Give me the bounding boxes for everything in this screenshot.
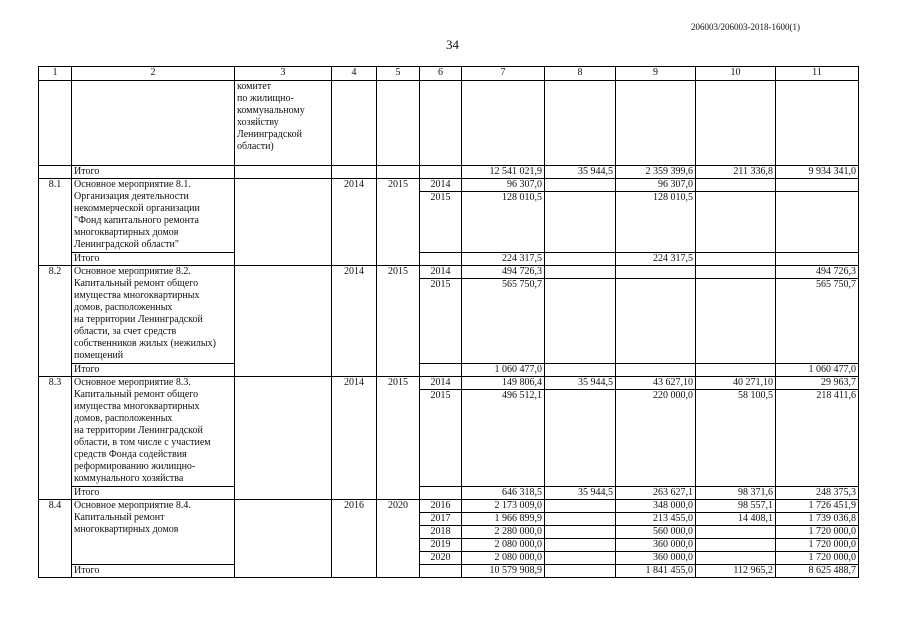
empty-cell	[616, 81, 696, 166]
text-line: Основное мероприятие 8.1.	[74, 179, 191, 190]
value-c7: 2 173 009,0	[462, 500, 545, 513]
value-c8	[545, 539, 616, 552]
year-cell: 2014	[420, 179, 462, 192]
text-line: Основное мероприятие 8.4.	[74, 500, 191, 511]
item-number: 8.3	[39, 377, 72, 500]
text-line: средств Фонда содействия	[74, 449, 187, 460]
year-cell: 2020	[420, 552, 462, 565]
value-c8	[545, 192, 616, 253]
empty-cell	[39, 166, 72, 179]
value-c9: 560 000,0	[616, 526, 696, 539]
column-header: 9	[616, 67, 696, 81]
total-c11: 1 060 477,0	[776, 364, 859, 377]
total-row	[39, 364, 859, 377]
value-c10: 98 557,1	[696, 500, 776, 513]
text-line: домов, расположенных	[74, 413, 173, 424]
end-year: 2020	[377, 500, 420, 578]
value-c8	[545, 179, 616, 192]
total-row	[39, 565, 859, 578]
executor-cell	[235, 266, 332, 377]
text-line: некоммерческой организации	[74, 203, 200, 214]
text-line: Основное мероприятие 8.3.	[74, 377, 191, 388]
total-c7: 10 579 908,9	[462, 565, 545, 578]
empty-cell	[420, 81, 462, 166]
text-line: хозяйству	[237, 117, 279, 128]
total-c10	[696, 364, 776, 377]
document-id: 206003/206003-2018-1600(1)	[691, 22, 800, 32]
total-c11: 8 625 488,7	[776, 565, 859, 578]
total-c10	[696, 253, 776, 266]
total-c8	[545, 364, 616, 377]
value-c9: 128 010,5	[616, 192, 696, 253]
measure-description	[72, 500, 235, 565]
year-cell: 2017	[420, 513, 462, 526]
end-year: 2015	[377, 179, 420, 266]
text-line: области, в том числе с участием	[74, 437, 211, 448]
year-row	[39, 377, 859, 390]
value-c11: 1 720 000,0	[776, 526, 859, 539]
text-line: на территории Ленинградской	[74, 425, 203, 436]
total-row	[39, 253, 859, 266]
value-c10: 40 271,10	[696, 377, 776, 390]
executor-cell	[235, 81, 332, 166]
total-c9: 2 359 399,6	[616, 166, 696, 179]
value-c8	[545, 552, 616, 565]
value-c11: 1 720 000,0	[776, 539, 859, 552]
value-c9: 360 000,0	[616, 552, 696, 565]
value-c7: 1 966 899,9	[462, 513, 545, 526]
total-label: Итого	[72, 487, 235, 500]
text-line: Ленинградской области"	[74, 239, 179, 250]
text-line: домов, расположенных	[74, 302, 173, 313]
value-c8	[545, 500, 616, 513]
total-c11: 9 934 341,0	[776, 166, 859, 179]
start-year: 2014	[332, 377, 377, 500]
text-line: коммунального хозяйства	[74, 473, 184, 484]
total-c8	[545, 253, 616, 266]
executor-cell	[235, 377, 332, 500]
total-c8	[545, 565, 616, 578]
empty-cell	[420, 565, 462, 578]
value-c11: 1 739 036,8	[776, 513, 859, 526]
value-c8	[545, 266, 616, 279]
empty-cell	[776, 81, 859, 166]
year-cell: 2019	[420, 539, 462, 552]
column-header: 11	[776, 67, 859, 81]
value-c10	[696, 266, 776, 279]
value-c7: 96 307,0	[462, 179, 545, 192]
value-c7: 2 080 000,0	[462, 552, 545, 565]
value-c10	[696, 539, 776, 552]
value-c7: 128 010,5	[462, 192, 545, 253]
year-row	[39, 266, 859, 279]
total-c10: 112 965,2	[696, 565, 776, 578]
value-c8	[545, 526, 616, 539]
text-line: Капитальный ремонт общего	[74, 389, 199, 400]
measure-description	[72, 266, 235, 364]
value-c10	[696, 179, 776, 192]
value-c10	[696, 552, 776, 565]
empty-cell	[420, 487, 462, 500]
value-c8	[545, 279, 616, 364]
text-line: многоквартирных домов	[74, 227, 179, 238]
text-line: коммунальному	[237, 105, 305, 116]
value-c11: 29 963,7	[776, 377, 859, 390]
year-cell: 2018	[420, 526, 462, 539]
total-label: Итого	[72, 565, 235, 578]
empty-cell	[332, 81, 377, 166]
value-c9: 213 455,0	[616, 513, 696, 526]
empty-cell	[420, 253, 462, 266]
table-row	[39, 81, 859, 166]
value-c11	[776, 179, 859, 192]
column-header: 3	[235, 67, 332, 81]
empty-cell	[377, 81, 420, 166]
empty-cell	[377, 166, 420, 179]
total-c9: 263 627,1	[616, 487, 696, 500]
total-c7: 1 060 477,0	[462, 364, 545, 377]
item-number: 8.2	[39, 266, 72, 377]
total-label: Итого	[72, 166, 235, 179]
value-c8	[545, 513, 616, 526]
total-c7: 646 318,5	[462, 487, 545, 500]
executor-cell	[235, 179, 332, 266]
value-c7: 565 750,7	[462, 279, 545, 364]
empty-cell	[420, 166, 462, 179]
text-line: области, за счет средств	[74, 326, 177, 337]
measure-description	[72, 179, 235, 253]
value-c11: 1 726 451,9	[776, 500, 859, 513]
year-cell: 2014	[420, 266, 462, 279]
start-year: 2014	[332, 266, 377, 377]
total-row	[39, 487, 859, 500]
value-c11: 565 750,7	[776, 279, 859, 364]
value-c9	[616, 279, 696, 364]
total-c10: 211 336,8	[696, 166, 776, 179]
total-c10: 98 371,6	[696, 487, 776, 500]
empty-cell	[235, 166, 332, 179]
value-c9: 360 000,0	[616, 539, 696, 552]
total-c9: 1 841 455,0	[616, 565, 696, 578]
item-number: 8.1	[39, 179, 72, 266]
header-row	[39, 67, 859, 81]
num-cell	[39, 81, 72, 166]
total-c9	[616, 364, 696, 377]
year-cell: 2015	[420, 390, 462, 487]
total-c7: 224 317,5	[462, 253, 545, 266]
year-cell: 2016	[420, 500, 462, 513]
value-c11: 1 720 000,0	[776, 552, 859, 565]
column-header: 5	[377, 67, 420, 81]
text-line: Организация деятельности	[74, 191, 189, 202]
value-c8: 35 944,5	[545, 377, 616, 390]
value-c9: 43 627,10	[616, 377, 696, 390]
empty-cell	[462, 81, 545, 166]
value-c9: 96 307,0	[616, 179, 696, 192]
value-c7: 2 080 000,0	[462, 539, 545, 552]
text-line: реформированию жилищно-	[74, 461, 196, 472]
value-c9: 220 000,0	[616, 390, 696, 487]
year-row	[39, 500, 859, 513]
column-header: 2	[72, 67, 235, 81]
start-year: 2014	[332, 179, 377, 266]
text-line: на территории Ленинградской	[74, 314, 203, 325]
total-row	[39, 166, 859, 179]
end-year: 2015	[377, 266, 420, 377]
text-line: Ленинградской	[237, 129, 302, 140]
column-header: 8	[545, 67, 616, 81]
total-c8: 35 944,5	[545, 166, 616, 179]
column-header: 1	[39, 67, 72, 81]
value-c10	[696, 526, 776, 539]
name-cell	[72, 81, 235, 166]
value-c10: 14 408,1	[696, 513, 776, 526]
total-c11	[776, 253, 859, 266]
empty-cell	[420, 364, 462, 377]
start-year: 2016	[332, 500, 377, 578]
text-line: "Фонд капитального ремонта	[74, 215, 199, 226]
empty-cell	[545, 81, 616, 166]
value-c7: 496 512,1	[462, 390, 545, 487]
text-line: Капитальный ремонт	[74, 512, 165, 523]
value-c11	[776, 192, 859, 253]
value-c11: 218 411,6	[776, 390, 859, 487]
executor-cell	[235, 500, 332, 578]
text-line: комитет	[237, 81, 272, 92]
value-c10: 58 100,5	[696, 390, 776, 487]
column-header: 6	[420, 67, 462, 81]
value-c8	[545, 390, 616, 487]
text-line: Основное мероприятие 8.2.	[74, 266, 191, 277]
item-number: 8.4	[39, 500, 72, 578]
total-label: Итого	[72, 253, 235, 266]
value-c10	[696, 279, 776, 364]
text-line: области)	[237, 141, 274, 152]
value-c7: 2 280 000,0	[462, 526, 545, 539]
text-line: Капитальный ремонт общего	[74, 278, 199, 289]
value-c10	[696, 192, 776, 253]
page-number: 34	[446, 37, 459, 52]
measure-description	[72, 377, 235, 487]
value-c11: 494 726,3	[776, 266, 859, 279]
year-row	[39, 179, 859, 192]
empty-cell	[696, 81, 776, 166]
text-line: многоквартирных домов	[74, 524, 179, 535]
text-line: по жилищно-	[237, 93, 294, 104]
text-line: собственников жилых (нежилых)	[74, 338, 216, 349]
year-cell: 2015	[420, 279, 462, 364]
total-c8: 35 944,5	[545, 487, 616, 500]
total-c9: 224 317,5	[616, 253, 696, 266]
value-c7: 494 726,3	[462, 266, 545, 279]
text-line: имущества многоквартирных	[74, 401, 200, 412]
year-cell: 2014	[420, 377, 462, 390]
total-c7: 12 541 021,9	[462, 166, 545, 179]
year-cell: 2015	[420, 192, 462, 253]
empty-cell	[332, 166, 377, 179]
value-c9: 348 000,0	[616, 500, 696, 513]
text-line: имущества многоквартирных	[74, 290, 200, 301]
value-c7: 149 806,4	[462, 377, 545, 390]
total-c11: 248 375,3	[776, 487, 859, 500]
value-c9	[616, 266, 696, 279]
end-year: 2015	[377, 377, 420, 500]
text-line: помещений	[74, 350, 124, 361]
column-header: 7	[462, 67, 545, 81]
column-header: 4	[332, 67, 377, 81]
budget-table	[38, 66, 859, 578]
total-label: Итого	[72, 364, 235, 377]
column-header: 10	[696, 67, 776, 81]
